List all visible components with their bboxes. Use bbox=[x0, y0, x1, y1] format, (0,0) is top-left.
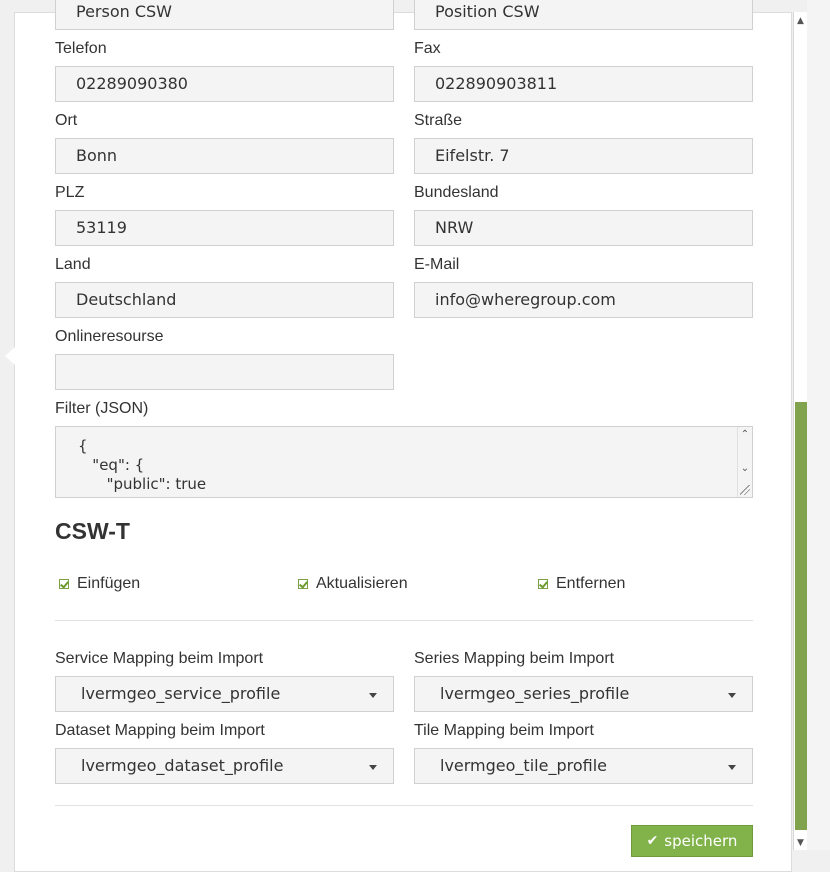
einfuegen-checkbox[interactable] bbox=[59, 575, 140, 593]
ort-input[interactable]: Bonn bbox=[55, 138, 394, 174]
tile-mapping-label: Tile Mapping beim Import bbox=[414, 722, 594, 739]
service-mapping-value: lvermgeo_service_profile bbox=[81, 684, 281, 703]
telefon-label: Telefon bbox=[55, 40, 107, 57]
fax-label: Fax bbox=[414, 40, 441, 57]
background-strip bbox=[807, 0, 830, 850]
einfuegen-label: Einfügen bbox=[77, 575, 141, 592]
filter-label: Filter (JSON) bbox=[55, 400, 149, 417]
telefon-input[interactable]: 02289090380 bbox=[55, 66, 394, 102]
dataset-mapping-label: Dataset Mapping beim Import bbox=[55, 722, 265, 739]
cswt-section-title: CSW-T bbox=[55, 518, 130, 544]
fax-input[interactable]: 022890903811 bbox=[414, 66, 753, 102]
bundesland-input[interactable]: NRW bbox=[414, 210, 753, 246]
caret-down-icon bbox=[728, 693, 736, 698]
series-mapping-label: Series Mapping beim Import bbox=[414, 650, 615, 667]
plz-input[interactable]: 53119 bbox=[55, 210, 394, 246]
onlineresourse-input[interactable] bbox=[55, 354, 394, 390]
strasse-label: Straße bbox=[414, 112, 463, 129]
caret-down-icon bbox=[369, 693, 377, 698]
check-icon: ✔ bbox=[646, 833, 659, 849]
plz-label: PLZ bbox=[55, 184, 85, 201]
checkbox-checked-icon[interactable] bbox=[538, 579, 548, 589]
land-label: Land bbox=[55, 256, 91, 273]
tile-mapping-select[interactable] bbox=[414, 748, 753, 784]
ort-label: Ort bbox=[55, 112, 78, 129]
contact-position-input[interactable]: Position CSW bbox=[414, 0, 753, 30]
actions-divider bbox=[55, 805, 753, 806]
series-mapping-value: lvermgeo_series_profile bbox=[440, 684, 630, 703]
panel-pointer bbox=[5, 347, 15, 365]
entfernen-checkbox[interactable] bbox=[538, 575, 625, 593]
bundesland-label: Bundesland bbox=[414, 184, 499, 201]
email-input[interactable]: info@wheregroup.com bbox=[414, 282, 753, 318]
filter-json-textarea[interactable] bbox=[55, 426, 753, 498]
chevron-up-icon[interactable]: ⌃ bbox=[740, 429, 750, 440]
save-button[interactable] bbox=[631, 825, 753, 857]
save-button-label: speichern bbox=[664, 832, 738, 850]
scroll-down-icon[interactable]: ▼ bbox=[797, 838, 804, 848]
aktualisieren-label: Aktualisieren bbox=[316, 575, 408, 592]
checkbox-checked-icon[interactable] bbox=[59, 579, 69, 589]
aktualisieren-checkbox[interactable] bbox=[298, 575, 408, 593]
section-divider bbox=[55, 620, 753, 621]
resize-grip-icon[interactable] bbox=[740, 485, 750, 495]
series-mapping-select[interactable] bbox=[414, 676, 753, 712]
onlineresourse-label: Onlineresourse bbox=[55, 328, 164, 345]
service-mapping-select[interactable] bbox=[55, 676, 394, 712]
land-input[interactable]: Deutschland bbox=[55, 282, 394, 318]
entfernen-label: Entfernen bbox=[556, 575, 626, 592]
page-scrollbar[interactable] bbox=[793, 12, 807, 850]
chevron-down-icon[interactable]: ⌄ bbox=[740, 463, 750, 474]
caret-down-icon bbox=[369, 765, 377, 770]
strasse-input[interactable]: Eifelstr. 7 bbox=[414, 138, 753, 174]
checkbox-checked-icon[interactable] bbox=[298, 579, 308, 589]
service-mapping-label: Service Mapping beim Import bbox=[55, 650, 264, 667]
scroll-thumb[interactable] bbox=[795, 402, 807, 830]
dataset-mapping-select[interactable] bbox=[55, 748, 394, 784]
caret-down-icon bbox=[728, 765, 736, 770]
dataset-mapping-value: lvermgeo_dataset_profile bbox=[81, 756, 284, 775]
contact-person-input[interactable]: Person CSW bbox=[55, 0, 394, 30]
email-label: E-Mail bbox=[414, 256, 460, 273]
scroll-up-icon[interactable]: ▲ bbox=[797, 16, 804, 26]
filter-json-content: { "eq": { "public": true bbox=[78, 437, 207, 493]
tile-mapping-value: lvermgeo_tile_profile bbox=[440, 756, 607, 775]
